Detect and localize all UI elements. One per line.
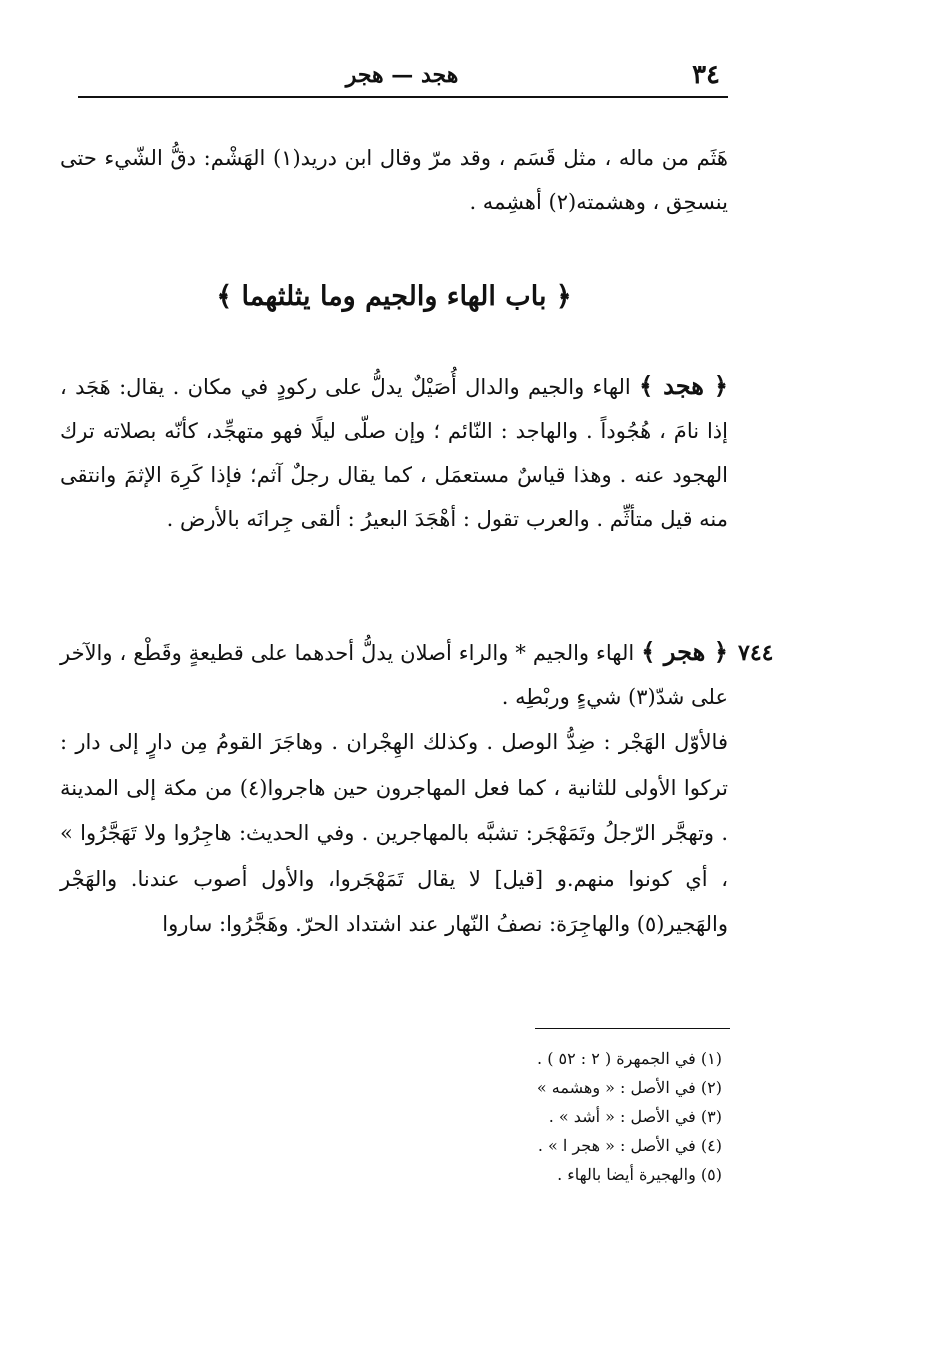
headword-hjd: ﴿ هجد ﴾ <box>639 371 728 400</box>
footnote-4: (٤) في الأصل : « هجر ا » . <box>537 1136 722 1155</box>
running-head: هجد — هجر <box>345 62 459 88</box>
header-rule <box>78 96 728 98</box>
continuation-text: هَثَم من ماله ، مثل قَسَم ، وقد مرّ وقال ابن دريد(١) الهَشْم: دقُّ الشّيء حتى ينسحِق ، وهشمته(٢) أهشِمه . <box>60 146 728 214</box>
continuation-paragraph <box>60 136 728 224</box>
entry-hjr-continuation-text: فالأوّل الهَجْر : ضِدُّ الوصل . وكذلك الهِجْران . وهاجَرَ القومُ مِن دارٍ إلى دار : تركوا الأولى للثانية ، كما فعل المهاجرون حين هاجروا(٤) من مكة إلى المدينة . وتهجَّر الرّجلُ وتَمَهْجَر: تشبَّه بالمهاجرين . وفي الحديث: هاجِرُوا ولا تَهَجَّرُوا » ، أي كونوا منهم.و [قيل] لا يقال تَمَهْجَروا، والأول أصوب عندنا. والهَجْر والهَجير(٥) والهاجِرَة: نصفُ النّهار عند اشتداد الحرّ. وهَجَّرُوا: ساروا <box>60 730 728 936</box>
footnotes <box>300 1044 728 1189</box>
entry-hjr-continuation <box>60 720 728 948</box>
page-number: ٣٤ <box>692 60 720 90</box>
chapter-title: ﴿ باب الهاء والجيم وما يثلثهما ﴾ <box>216 281 572 312</box>
footnote-3: (٣) في الأصل : « أشد » . <box>548 1107 722 1126</box>
entry-hjd-text: الهاء والجيم والدال أُصَيْلٌ يدلُّ على ركودٍ في مكان . يقال: هَجَد ، إذا نامَ ، هُجُوداً . والهاجد : النّائم ؛ وإن صلّى ليلًا فهو متهجِّد، كأنّه بصلاته ترك الهجود عنه . وهذا قياسٌ مستعمَل ، كما يقال رجلٌ آثم؛ فإذا كَرِهَ الإثمَ وانتقى منه قيل متأثِّم . والعرب تقول : أهْجَدَ البعيرُ : ألقى جِرانَه بالأرض . <box>60 375 728 531</box>
footnote-rule <box>535 1028 730 1029</box>
entry-hjr <box>60 630 728 719</box>
headword-hjr: ﴿ هجر ﴾ <box>641 637 728 666</box>
page-header <box>78 58 726 94</box>
entry-hjr-text: الهاء والجيم * والراء أصلان يدلُّ أحدهما على قطيعةٍ وقَطْع ، والآخر على شدّ(٣) شيءٍ وربْطِه . <box>60 641 728 709</box>
footnote-2: (٢) في الأصل : « وهشمه » <box>536 1078 722 1097</box>
entry-number: ٧٤٤ <box>738 640 774 666</box>
entry-hjd <box>60 364 728 541</box>
footnote-1: (١) في الجمهرة ( ٢ : ٥٢ ) . <box>537 1049 722 1068</box>
footnote-5: (٥) والهجيرة أيضا بالهاء . <box>557 1165 722 1184</box>
